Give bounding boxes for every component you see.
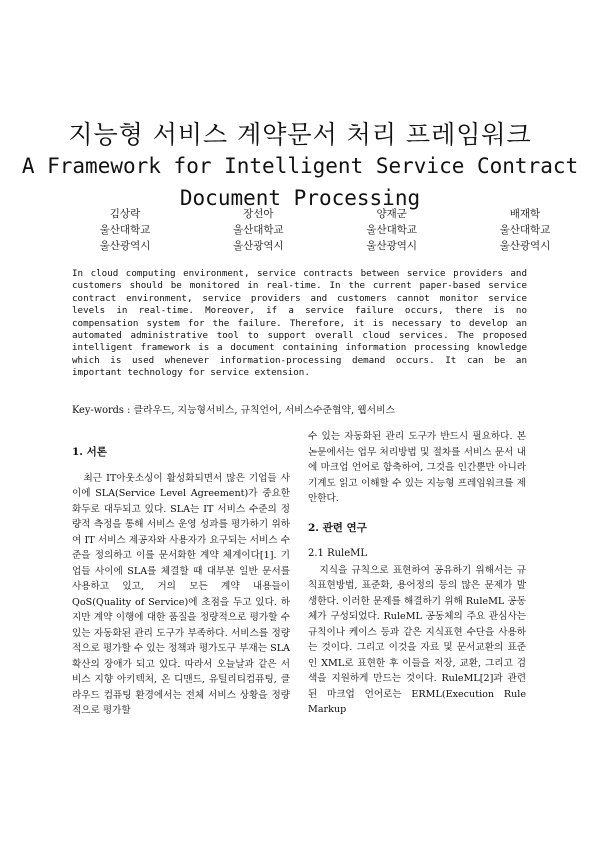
author-name: 장선아 [243,208,274,220]
section-body: 최근 IT아웃소싱이 활성화되면서 많은 기업들 사이에 SLA(Service Level Agreement)가 중요한 화두로 대두되고 있다. SLA는 IT 서비스 수준의 정량적 측정을 통해 서비스 운영 성과를 평가하기 위하여 IT 서비스 제공자와 사용자가 요구되는 서비스 수준을 정의하고 이를 문서화한 계약 체계이다[1]. 기업들 사이에 SLA를 체결할 때 대부분 일반 문서를 사용하고 있고, 거의 모든 계약 내용들이 QoS(Quality of Service)에 초점을 두고 있다. 하지만 계약 이행에 대한 품질을 정량적으로 평가할 수 있는 자동화된 관리 도구가 부족하다. 서비스를 정량적으로 평가할 수 있는 정책과 평가도구 부재는 SLA 확산의 장애가 되고 있다. 따라서 오늘날과 같은 서비스 지향 아키텍처, 온 디맨드, 유틸리티컴퓨팅, 클라우드 컴퓨팅 환경에서는 전체 서비스 상황을 정량적으로 평가할 [72,472,290,716]
section-body: 지식을 규칙으로 표현하여 공유하기 위해서는 규칙표현방법, 표준화, 용어정의 등의 많은 문제가 발생한다. 이러한 문제를 해결하기 위해 RuleML 공동체가 구성되었다. RuleML 공동체의 주요 관심사는 규칙이나 케이스 등과 같은 지식표현 수단을 사용하는 것이다. 그리고 이것을 자료 및 문서교환의 표준인 XML로 표현한 후 이들을 저장, 교환, 그리고 검색을 지원하게 만드는 것이다. RuleML[2]과 관련된 마크업 언어로는 ERML(Execution Rule Markup [308,564,526,715]
section-heading: 1. 서론 [72,446,107,458]
author-list [70,206,580,254]
author-location: 울산광역시 [232,240,284,252]
author-name: 양재군 [376,208,407,220]
right-column [308,429,526,718]
author-affiliation: 울산대학교 [499,224,551,236]
author-name: 배재학 [509,208,541,220]
keywords-label: Key-words : [72,405,131,416]
paper-title-english: A Framework for Intelligent Service Contract Document Processing [21,154,579,210]
author-block [203,206,313,254]
author-block [70,206,180,254]
author-location: 울산광역시 [366,240,418,252]
author-location: 울산광역시 [99,240,151,252]
author-affiliation: 울산대학교 [232,224,284,236]
author-affiliation: 울산대학교 [99,224,151,236]
section-heading: 2. 관련 연구 [308,521,367,534]
author-block [337,206,447,254]
author-name: 김상락 [109,208,141,220]
author-block [470,206,580,254]
author-affiliation: 울산대학교 [366,224,418,236]
subsection-heading: 2.1 RuleML [308,548,368,559]
abstract: In cloud computing environment, service contracts between service providers and customers should be monitored in real-time. In the current paper-based service contract environment, service providers and customers cannot monitor service levels in real-time. Moreover, if a service failure occurs, there is no compensation system for the failure. Therefore, it is necessary to develop an automated administrative tool to support overall cloud services. The proposed intelligent framework is a document containing information processing knowledge which is used whenever information-processing demand occurs. It can be an important technology for service extension. [72,268,527,379]
section-body-continued: 수 있는 자동화된 관리 도구가 반드시 필요하다. 본 논문에서는 업무 처리방법 및 절차를 서비스 문서 내에 마크업 언어로 함축하여, 그것을 인간뿐만 아니라 기계도 읽고 이해할 수 있는 지능형 프레임워크를 제안한다. [308,431,526,504]
left-column [72,445,290,719]
author-location: 울산광역시 [499,240,551,252]
keywords-text: 클라우드, 지능형서비스, 규칙언어, 서비스수준협약, 웹서비스 [133,405,396,416]
paper-title-korean: 지능형 서비스 계약문서 처리 프레임워크 [68,120,532,149]
keywords [72,404,532,418]
